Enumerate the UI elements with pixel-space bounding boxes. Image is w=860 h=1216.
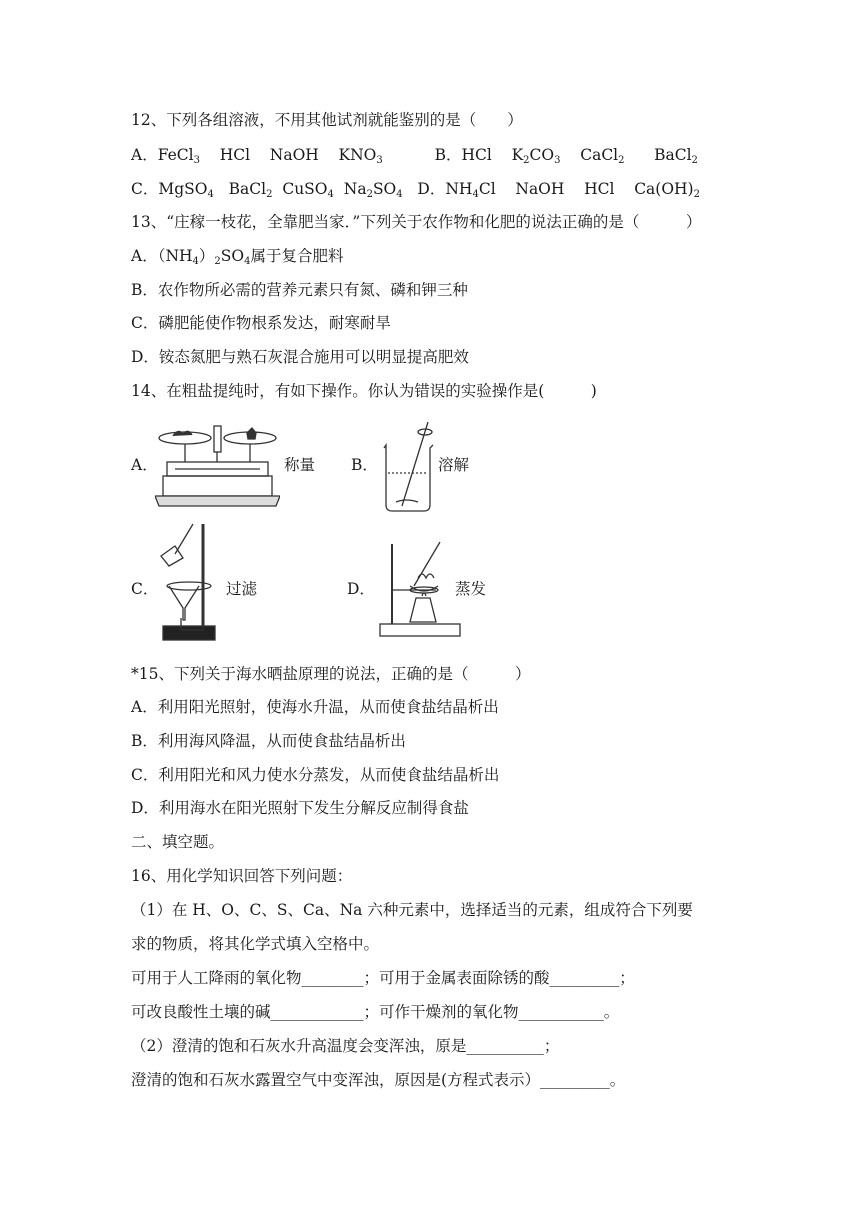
q12-b-1: HCl — [461, 146, 492, 164]
q14-option-c-label: 过滤 — [226, 580, 258, 598]
q15-option-c: C．利用阳光和风力使水分蒸发，从而使食盐结晶析出 — [131, 766, 500, 784]
beaker-figure — [378, 418, 438, 514]
q14-option-b-letter: B． — [351, 456, 378, 474]
evaporation-figure — [378, 538, 462, 640]
q15-option-d: D．利用海水在阳光照射下发生分解反应制得食盐 — [131, 799, 469, 817]
q12-options-row1 — [131, 145, 698, 165]
q12-option-d-letter: D． — [417, 180, 446, 198]
q14-option-d-letter: D． — [347, 580, 375, 598]
q12-a-3: NaOH — [269, 146, 319, 164]
q13-option-a: A．$(NH_4)_2SO_4$属于复合肥料 — [131, 247, 344, 267]
q15-option-a: A．利用阳光照射，使海水升温，从而使食盐结晶析出 — [131, 698, 499, 716]
q15-stem: *15、下列关于海水晒盐原理的说法，正确的是（ ） — [131, 665, 531, 683]
q12-c-4: $Na_2SO_4$ — [343, 180, 403, 200]
q16-part1-line2: 求的物质，将其化学式填入空格中。 — [131, 935, 380, 953]
q12-c-2: BaCl$_2$ — [228, 180, 273, 200]
q16-part1-line1: （1）在 H、O、C、S、Ca、Na 六种元素中，选择适当的元素，组成符合下列要 — [131, 901, 693, 919]
q15-option-b: B．利用海风降温，从而使食盐结晶析出 — [131, 732, 406, 750]
q12-d-1: $NH_4Cl$ — [445, 180, 496, 200]
q12-d-3: HCl — [584, 180, 615, 198]
q12-option-a-letter: A． — [131, 146, 158, 164]
q12-stem: 12、下列各组溶液，不用其他试剂就能鉴别的是（ ） — [131, 111, 523, 129]
q12-b-4: BaCl$_2$ — [654, 146, 698, 166]
q12-b-2: $K_2CO_3$ — [511, 146, 561, 166]
q14-stem: 14、在粗盐提纯时，有如下操作。你认为错误的实验操作是( ) — [131, 382, 597, 400]
q12-a-1: FeCl$_3$ — [157, 146, 200, 166]
q14-option-d-label: 蒸发 — [455, 580, 487, 598]
q13-option-d: D．铵态氮肥与熟石灰混合施用可以明显提高肥效 — [131, 348, 469, 366]
q12-a-2: HCl — [219, 146, 251, 164]
q14-option-b-label: 溶解 — [438, 456, 470, 474]
q12-c-1: MgSO$_4$ — [158, 180, 214, 200]
q12-b-3: CaCl$_2$ — [580, 146, 625, 166]
q16-part1-line3: 可用于人工降雨的氧化物________；可用于金属表面除锈的酸_________； — [131, 969, 635, 987]
q14-option-a-letter: A． — [131, 456, 158, 474]
q12-d-2: NaOH — [515, 180, 565, 198]
balance-figure — [155, 420, 280, 512]
q16-stem: 16、用化学知识回答下列问题： — [131, 867, 353, 885]
q14-option-a-label: 称量 — [284, 456, 316, 474]
q12-options-row2 — [131, 179, 700, 199]
q16-part2-line2: 澄清的饱和石灰水露置空气中变浑浊，原因是(方程式表示）_________。 — [131, 1071, 626, 1089]
q13-option-c: C．磷肥能使作物根系发达，耐寒耐旱 — [131, 314, 391, 332]
q12-a-4: $KNO_3$ — [338, 146, 383, 166]
q13-stem: 13、“庄稼一枝花，全靠肥当家．”下列关于农作物和化肥的说法正确的是（ ） — [131, 213, 702, 231]
q12-c-3: CuSO$_4$ — [282, 180, 334, 200]
q16-part2-line1: （2）澄清的饱和石灰水升高温度会变浑浊，原是__________； — [131, 1037, 560, 1055]
section-fill-blank-heading: 二、填空题。 — [131, 833, 225, 851]
q13-option-b: B．农作物所必需的营养元素只有氮、磷和钾三种 — [131, 281, 468, 299]
q12-option-c-letter: C． — [131, 180, 159, 198]
q14-option-c-letter: C． — [131, 580, 159, 598]
q12-option-b-letter: B． — [434, 146, 462, 164]
q12-d-4: $Ca(OH)_2$ — [634, 180, 700, 200]
filtration-figure — [153, 522, 225, 644]
q16-part1-line4: 可改良酸性土壤的碱____________；可作干燥剂的氧化物___________。 — [131, 1003, 620, 1021]
